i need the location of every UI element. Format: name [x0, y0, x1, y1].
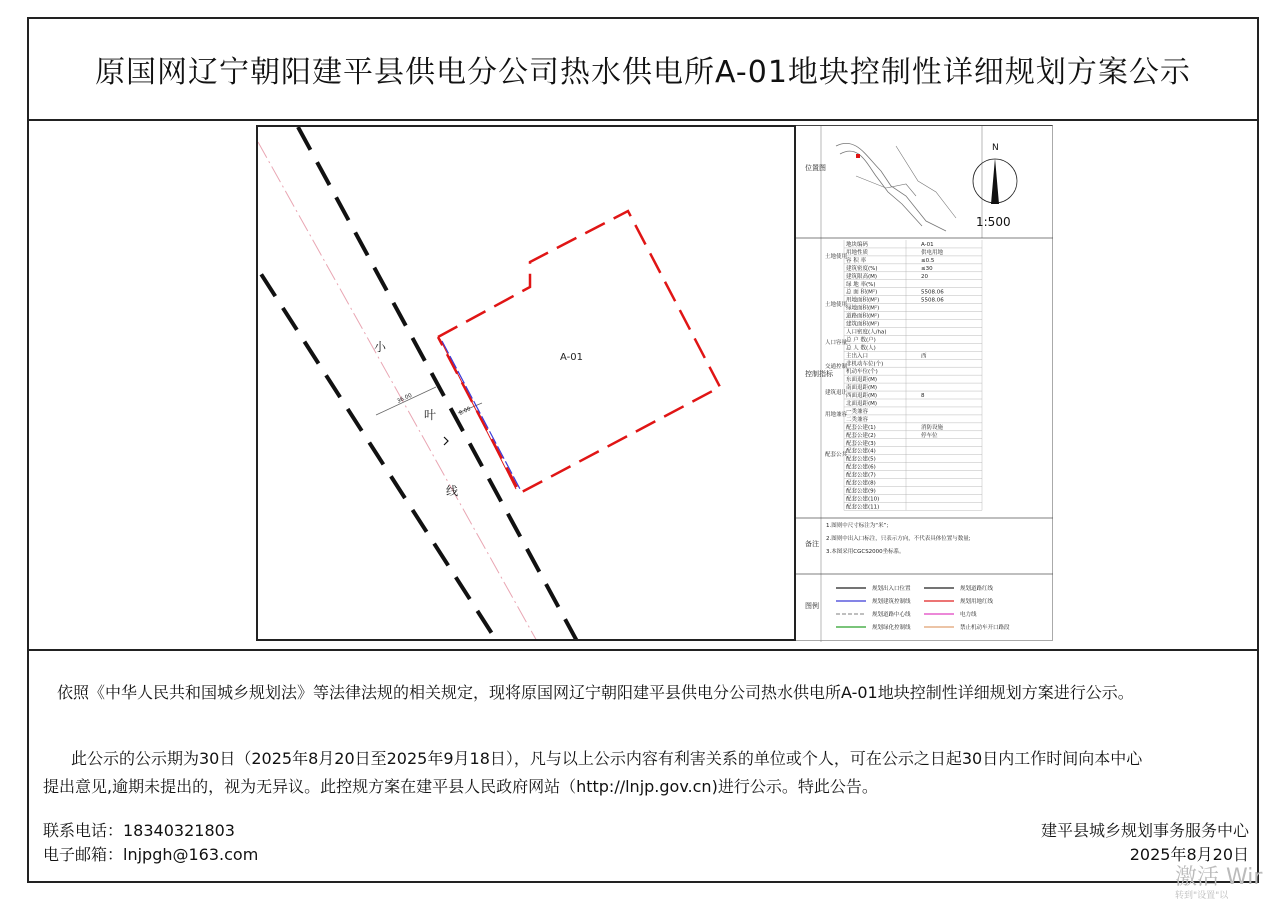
indicator-value: ≤0.5	[921, 257, 935, 264]
indicator-name: 配套公建(7)	[846, 472, 876, 479]
indicator-name: 总 户 数(户)	[846, 337, 876, 344]
legend	[836, 584, 1010, 631]
indicator-value: 8	[921, 393, 925, 400]
indicator-name: 绿 地 率(%)	[846, 281, 876, 288]
indicator-group-label: 交通控制	[825, 364, 848, 370]
indicator-name: 配套公建(1)	[846, 424, 876, 431]
notice-paragraph-2	[43, 745, 1247, 801]
activation-watermark: 激活 Wir	[1175, 865, 1263, 890]
remark-label: 备注	[805, 540, 819, 548]
road-name-char-1: 小	[374, 340, 387, 354]
legend-label-text: 规划用地红线	[960, 599, 994, 605]
remark-2: 2.图则中出入口标注，只表示方向，不代表具体位置与数量;	[826, 536, 971, 542]
scale-label: 1:500	[976, 215, 1011, 229]
location-thumbnail	[836, 143, 956, 231]
indicator-value: 供电用地	[921, 249, 944, 256]
road-red-line-east	[298, 127, 578, 641]
control-panel	[796, 125, 1053, 641]
indicator-value: ≤30	[921, 265, 933, 272]
entrance-marker	[444, 437, 448, 445]
site-plan-svg	[258, 127, 796, 641]
indicator-group-label: 土地使用	[825, 254, 848, 260]
legend-label-text: 规划建筑控制线	[872, 599, 911, 605]
road-name-char-3: 线	[446, 484, 459, 498]
indicator-name: 二类兼容	[846, 416, 869, 423]
indicator-group-label: 人口容量	[825, 340, 848, 346]
plan-sheet	[256, 125, 1055, 641]
control-indicator-table	[825, 240, 982, 510]
control-panel-svg	[796, 126, 1053, 642]
indicator-name: 配套公建(6)	[846, 464, 876, 471]
indicator-group-label: 建筑退让	[825, 390, 848, 396]
location-marker-icon	[856, 154, 860, 158]
indicator-name: 机动车位(个)	[846, 369, 878, 376]
north-arrow-icon	[973, 143, 1017, 204]
indicator-name: 用地性质	[846, 249, 869, 256]
legend-label-text: 规划绿化控制线	[872, 625, 911, 631]
notice-paragraph-1	[43, 679, 1247, 707]
indicator-name: 南面退距(M)	[846, 385, 878, 392]
road-width-label: 36.00	[396, 392, 414, 405]
site-plan-map	[256, 125, 796, 641]
indicator-name: 地块编码	[846, 242, 869, 248]
north-label: N	[992, 143, 999, 153]
indicator-name: 用地面积(M²)	[846, 297, 880, 304]
indicator-name: 东面退距(M)	[846, 377, 878, 384]
page-title: 原国网辽宁朝阳建平县供电分公司热水供电所A-01地块控制性详细规划方案公示	[95, 55, 1191, 90]
legend-label: 图例	[805, 602, 819, 610]
indicator-value: 消防设施	[921, 424, 944, 431]
setback-label: 8.00	[458, 406, 472, 417]
road-name-char-2: 叶	[424, 408, 437, 422]
indicator-group-label: 配套公共	[825, 452, 848, 458]
indicator-name: 容 积 率	[846, 257, 866, 264]
indicator-name: 建筑限高(M)	[846, 273, 878, 280]
indicator-group-label: 用地兼容	[825, 412, 848, 418]
legend-label-text: 规划道路中心线	[872, 612, 911, 618]
plan-drawing-area	[29, 119, 1257, 651]
indicator-name: 主出入口	[846, 353, 869, 360]
indicator-name: 道路面积(M²)	[846, 313, 880, 320]
indicator-name: 配套公建(10)	[846, 496, 880, 503]
indicator-name: 配套公建(8)	[846, 480, 876, 487]
indicator-name: 配套公建(3)	[846, 440, 876, 447]
indicator-name: 配套公建(5)	[846, 456, 876, 463]
indicator-value: 5508.06	[921, 297, 944, 304]
location-map-label: 位置图	[805, 164, 826, 172]
remark-1: 1.图则中尺寸标注为“米”;	[826, 523, 889, 529]
indicator-group-label: 土地使用	[825, 302, 848, 308]
indicator-name: 总 面 积(M²)	[846, 289, 878, 296]
indicator-name: 配套公建(4)	[846, 448, 876, 455]
control-label: 控制指标	[805, 370, 833, 378]
indicator-name: 绿地面积(M²)	[846, 305, 880, 312]
indicator-name: 总 人 数(人)	[846, 345, 876, 352]
notice-frame	[27, 17, 1259, 883]
indicator-name: 建筑密度(%)	[846, 265, 878, 272]
indicator-value: 20	[921, 273, 928, 280]
remark-3: 3.本图采用CGCS2000坐标系。	[826, 549, 905, 555]
notice-text-2a: 此公示的公示期为30日（2025年8月20日至2025年9月18日），凡与以上公示内容有利害关系的单位或个人，可在公示之日起30日内工作时间向本中心	[71, 749, 1143, 768]
activation-watermark-sub: 转到"设置"以	[1175, 891, 1229, 901]
indicator-name: 配套公建(2)	[846, 432, 876, 439]
legend-label-text: 规划道路红线	[960, 586, 994, 592]
legend-label-text: 规划出入口位置	[872, 586, 911, 592]
contact-email: 电子邮箱：lnjpgh@163.com	[43, 845, 259, 864]
contact-phone: 联系电话：18340321803	[43, 821, 235, 840]
parcel-west-edge	[440, 339, 516, 489]
indicator-name: 配套公建(11)	[846, 504, 880, 511]
notice-text-1: 依照《中华人民共和国城乡规划法》等法律法规的相关规定，现将原国网辽宁朝阳建平县供电分公司热水供电所A-01地块控制性详细规划方案进行公示。	[57, 683, 1134, 702]
indicator-name: 一类兼容	[846, 408, 869, 415]
indicator-name: 建筑面积(M²)	[846, 321, 880, 328]
indicator-value: 西	[921, 353, 927, 360]
legend-label-text: 禁止机动车开口路段	[960, 625, 1010, 631]
indicator-name: 配套公建(9)	[846, 488, 876, 495]
notice-text-2b: 提出意见,逾期未提出的，视为无异议。此控规方案在建平县人民政府网站（http://lnjp.gov.cn)进行公示。特此公告。	[43, 777, 878, 796]
indicator-name: 人口密度(人/ha)	[846, 329, 887, 336]
title-bar	[29, 19, 1257, 121]
indicator-value: 停车位	[921, 432, 938, 439]
contact-info	[43, 819, 258, 867]
indicator-name: 北面退距(M)	[846, 401, 878, 407]
indicator-name: 西面退距(M)	[846, 393, 878, 400]
indicator-value: 5508.06	[921, 289, 944, 296]
parcel-label: A-01	[560, 352, 583, 363]
road-center-line	[258, 142, 538, 641]
indicator-name: 非机动车位(个)	[846, 361, 884, 368]
legend-label-text: 电力线	[960, 612, 977, 618]
issue-date: 2025年8月20日	[1129, 845, 1249, 864]
issuing-org: 建平县城乡规划事务服务中心	[1040, 821, 1249, 840]
indicator-value: A-01	[921, 242, 934, 248]
